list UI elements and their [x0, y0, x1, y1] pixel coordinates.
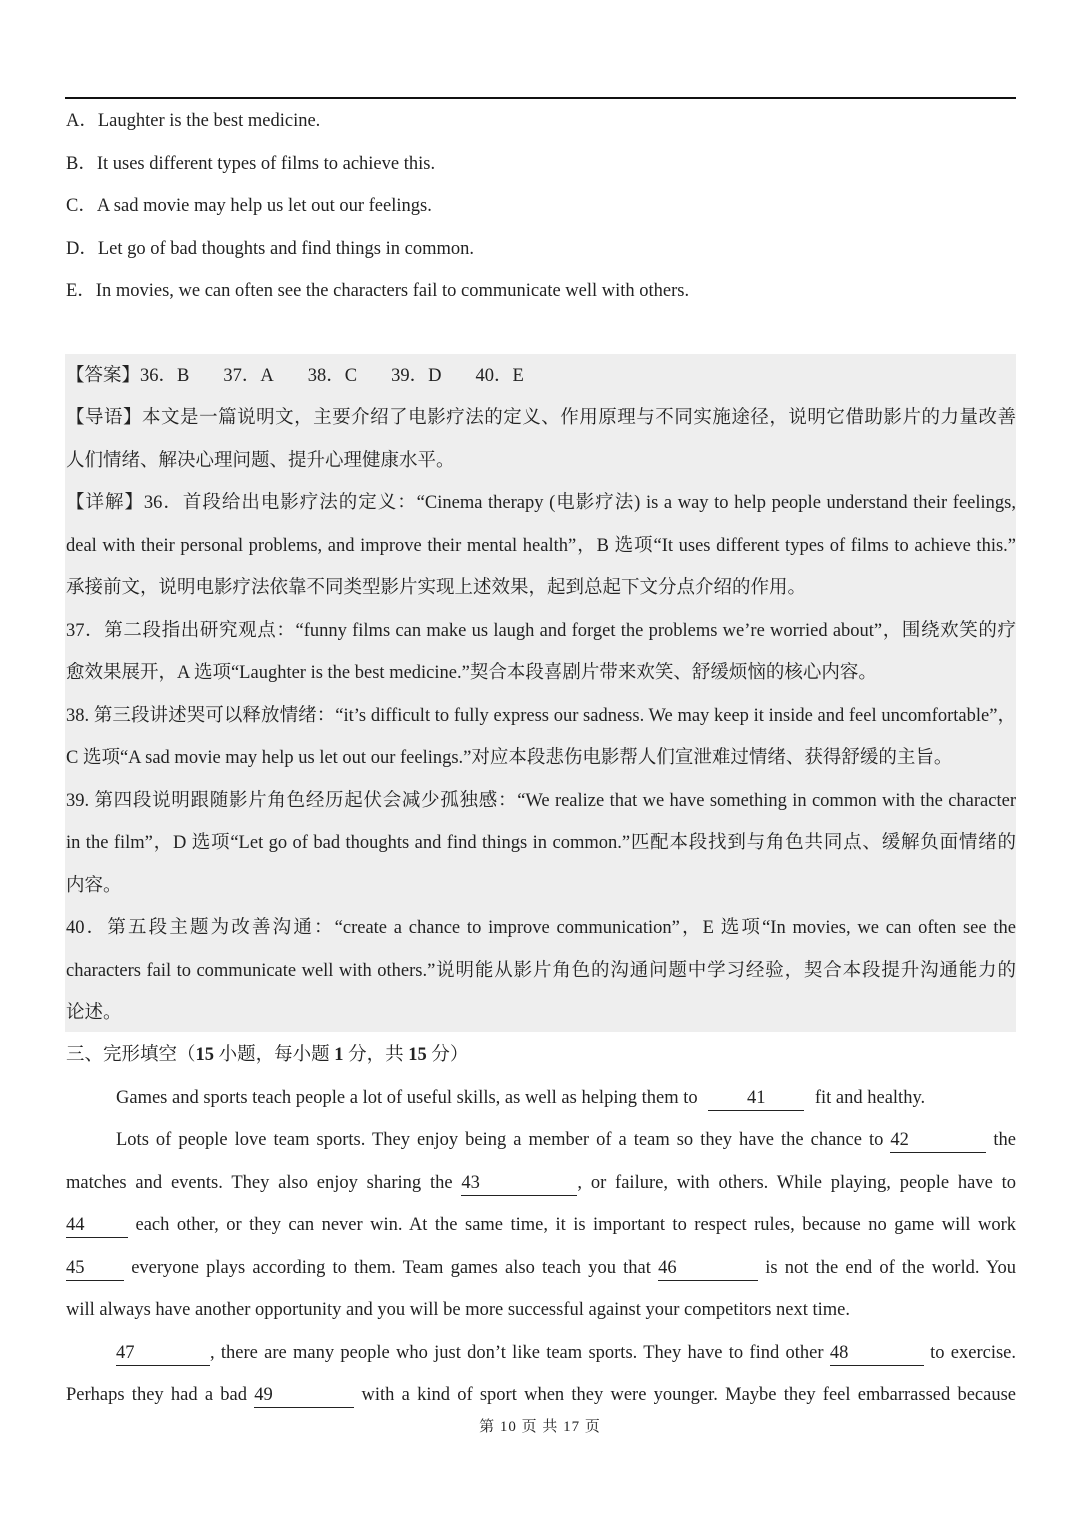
- answer-38: 38．C: [307, 366, 358, 386]
- answer-37: 37．A: [223, 366, 274, 386]
- detail-line-2: deal with their personal problems, and improve their mental health”，B 选项“It uses different types of films to achieve this.”: [66, 536, 1016, 556]
- detail-line-11: 40．第五段主题为改善沟通：“create a chance to improve communication”，E 选项“In movies, we can often see the: [66, 918, 1016, 938]
- detail-line-5: 愈效果展开，A 选项“Laughter is the best medicine.”契合本段喜剧片带来欢笑、舒缓烦恼的核心内容。: [66, 663, 877, 683]
- detail-line-1: 【详解】36．首段给出电影疗法的定义：“Cinema therapy (电影疗法) is a way to help people understand their feelings,: [66, 493, 1016, 513]
- detail-line-9: in the film”，D 选项“Let go of bad thoughts and find things in common.”匹配本段找到与角色共同点、缓解负面情绪的: [66, 833, 1016, 853]
- detail-line-12: characters fail to communicate well with others.”说明能从影片角色的沟通问题中学习经验，契合本段提升沟通能力的: [66, 961, 1016, 981]
- page-current: 10: [499, 1419, 517, 1435]
- detail-line-13: 论述。: [66, 1003, 122, 1023]
- top-rule: [65, 97, 1016, 99]
- blank-49[interactable]: 49: [254, 1384, 354, 1408]
- passage-line-5: 45 everyone plays according to them. Team games also teach you that 46 is not the end of the world. You: [66, 1255, 1016, 1281]
- detail-line-10: 内容。: [66, 876, 122, 896]
- passage-line-2: Lots of people love team sports. They enjoy being a member of a team so they have the chance to 42 the: [116, 1127, 1016, 1153]
- section-three-heading: 三、完形填空（15 小题，每小题 1 分，共 15 分）: [66, 1045, 469, 1065]
- passage-line-7: 47 , there are many people who just don’t like team sports. They have to find other 48 to exercise.: [116, 1340, 1016, 1366]
- passage-line-6: will always have another opportunity and you will be more successful against your competitors next time.: [66, 1300, 851, 1320]
- footer-label-1: 第: [479, 1419, 496, 1435]
- detail-line-3: 承接前文，说明电影疗法依靠不同类型影片实现上述效果，起到总起下文分点介绍的作用。: [66, 578, 807, 598]
- answer-label: 【答案】: [66, 366, 141, 386]
- blank-47[interactable]: 47: [116, 1342, 210, 1366]
- footer-label-2: 页 共: [521, 1419, 559, 1435]
- blank-41[interactable]: 41: [708, 1087, 804, 1111]
- blank-42[interactable]: 42: [890, 1129, 986, 1153]
- answer-40: 40．E: [475, 366, 524, 386]
- blank-45[interactable]: 45: [66, 1257, 124, 1281]
- blank-44[interactable]: 44: [66, 1214, 128, 1238]
- page-footer: [0, 1416, 1080, 1438]
- intro-line-1: 【导语】本文是一篇说明文，主要介绍了电影疗法的定义、作用原理与不同实施途径，说明它借助影片的力量改善: [66, 408, 1016, 428]
- detail-line-7: C 选项“A sad movie may help us let out our feelings.”对应本段悲伤电影帮人们宣泄难过情绪、获得舒缓的主旨。: [66, 748, 953, 768]
- page-total: 17: [563, 1419, 581, 1435]
- option-e: E．In movies, we can often see the characters fail to communicate well with others.: [66, 281, 690, 301]
- passage-line-3: matches and events. They also enjoy sharing the 43 , or failure, with others. While playing, people have to: [66, 1170, 1016, 1196]
- option-b: B．It uses different types of films to achieve this.: [66, 154, 436, 174]
- passage-line-1: Games and sports teach people a lot of useful skills, as well as helping them to 41 fit and healthy.: [116, 1085, 1016, 1111]
- passage-line-8: Perhaps they had a bad 49 with a kind of sport when they were younger. Maybe they feel embarrassed because: [66, 1382, 1016, 1408]
- passage-line-4: 44 each other, or they can never win. At the same time, it is important to respect rules, because no game will work: [66, 1212, 1016, 1238]
- detail-line-6: 38. 第三段讲述哭可以释放情绪：“it’s difficult to fully express our sadness. We may keep it inside and feel uncomfortable”，: [66, 706, 1016, 726]
- option-c: C．A sad movie may help us let out our feelings.: [66, 196, 432, 216]
- answer-36: 36．B: [140, 366, 190, 386]
- detail-line-8: 39. 第四段说明跟随影片角色经历起伏会减少孤独感：“We realize that we have something in common with the character: [66, 791, 1016, 811]
- detail-line-4: 37．第二段指出研究观点：“funny films can make us laugh and forget the problems we’re worried about”，围绕欢笑的疗: [66, 621, 1016, 641]
- footer-label-3: 页: [584, 1419, 601, 1435]
- option-a: A．Laughter is the best medicine.: [66, 111, 321, 131]
- option-d: D．Let go of bad thoughts and find things in common.: [66, 239, 474, 259]
- answer-key-line: [66, 363, 1016, 389]
- blank-46[interactable]: 46: [658, 1257, 758, 1281]
- answer-39: 39．D: [391, 366, 442, 386]
- intro-line-2: 人们情绪、解决心理问题、提升心理健康水平。: [66, 451, 455, 471]
- blank-43[interactable]: 43: [461, 1172, 577, 1196]
- blank-48[interactable]: 48: [830, 1342, 924, 1366]
